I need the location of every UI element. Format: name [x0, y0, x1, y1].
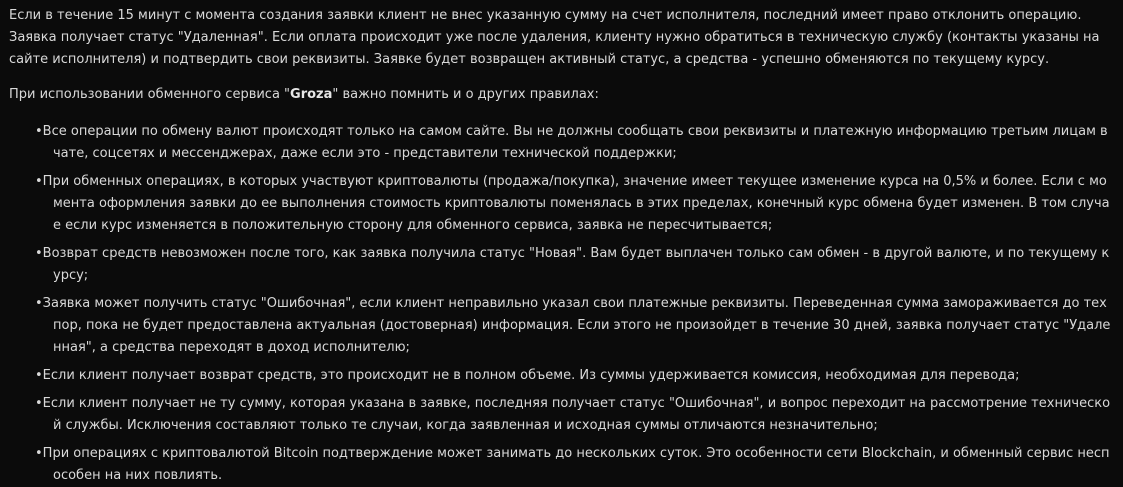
rule-text: Если клиент получает не ту сумму, которая указана в заявке, последняя получает статус "Ошибочная", и вопрос переходит на рассмотрение технической службы. Исключения составляют только те случаи, когда заявленная и исходная суммы отличаются незначительно;: [42, 396, 1111, 433]
rule-text: Возврат средств невозможен после того, как заявка получила статус "Новая". Вам будет выплачен только сам обмен - в другой валюте, и по текущему курсу;: [42, 246, 1110, 283]
bullet-icon: •: [35, 246, 43, 261]
rule-text: Все операции по обмену валют происходят только на самом сайте. Вы не должны сообщать свои реквизиты и платежную информацию третьим лицам в чате, соцсетях и мессенджерах, даже если это - представители технической поддержки;: [42, 124, 1108, 161]
rules-list: [9, 121, 1113, 487]
rule-item: [29, 171, 1113, 237]
bullet-icon: •: [35, 296, 43, 311]
bullet-icon: •: [35, 396, 43, 411]
rule-text: При операциях с криптовалютой Bitcoin подтверждение может занимать до нескольких суток. Это особенности сети Blockchain, и обменный сервис неспособен на них повлиять.: [42, 446, 1110, 483]
rule-item: [29, 121, 1113, 165]
bullet-icon: •: [35, 124, 43, 139]
brand-name: Groza: [290, 87, 333, 102]
lead-text-before: При использовании обменного сервиса ": [9, 87, 291, 102]
bullet-icon: •: [35, 368, 43, 383]
intro-paragraph: Если в течение 15 минут с момента создания заявки клиент не внес указанную сумму на счет исполнителя, последний имеет право отклонить операцию. Заявка получает статус "Удаленная". Если оплата происходит уже после удаления, клиенту нужно обратиться в техническую службу (контакты указаны на сайте исполнителя) и подтвердить свои реквизиты. Заявке будет возвращен активный статус, а средства - успешно обменяются по текущему курсу.: [9, 8, 1100, 67]
bullet-icon: •: [35, 174, 43, 189]
rule-item: [29, 393, 1113, 437]
rule-item: [29, 243, 1113, 287]
rule-item: [29, 293, 1113, 359]
rule-text: При обменных операциях, в которых участвуют криптовалюты (продажа/покупка), значение имеет текущее изменение курса на 0,5% и более. Если с момента оформления заявки до ее выполнения стоимость криптовалюты поменялась в этих пределах, конечный курс обмена будет изменен. В том случае если курс изменяется в положительную сторону для обменного сервиса, заявка не пересчитывается;: [42, 174, 1110, 233]
rule-text: Заявка может получить статус "Ошибочная", если клиент неправильно указал свои платежные реквизиты. Переведенная сумма замораживается до тех пор, пока не будет предоставлена актуальная (достоверная) информация. Если этого не произойдет в течение 30 дней, заявка получает статус "Удаленная", а средства переходят в доход исполнителю;: [42, 296, 1111, 355]
lead-text-after: " важно помнить и о других правилах:: [332, 87, 599, 102]
rules-lead-paragraph: [9, 84, 1113, 106]
bullet-icon: •: [35, 446, 43, 461]
rule-item: [29, 365, 1113, 387]
rule-item: [29, 443, 1113, 487]
rule-text: Если клиент получает возврат средств, это происходит не в полном объеме. Из суммы удерживается комиссия, необходимая для перевода;: [42, 368, 1020, 383]
